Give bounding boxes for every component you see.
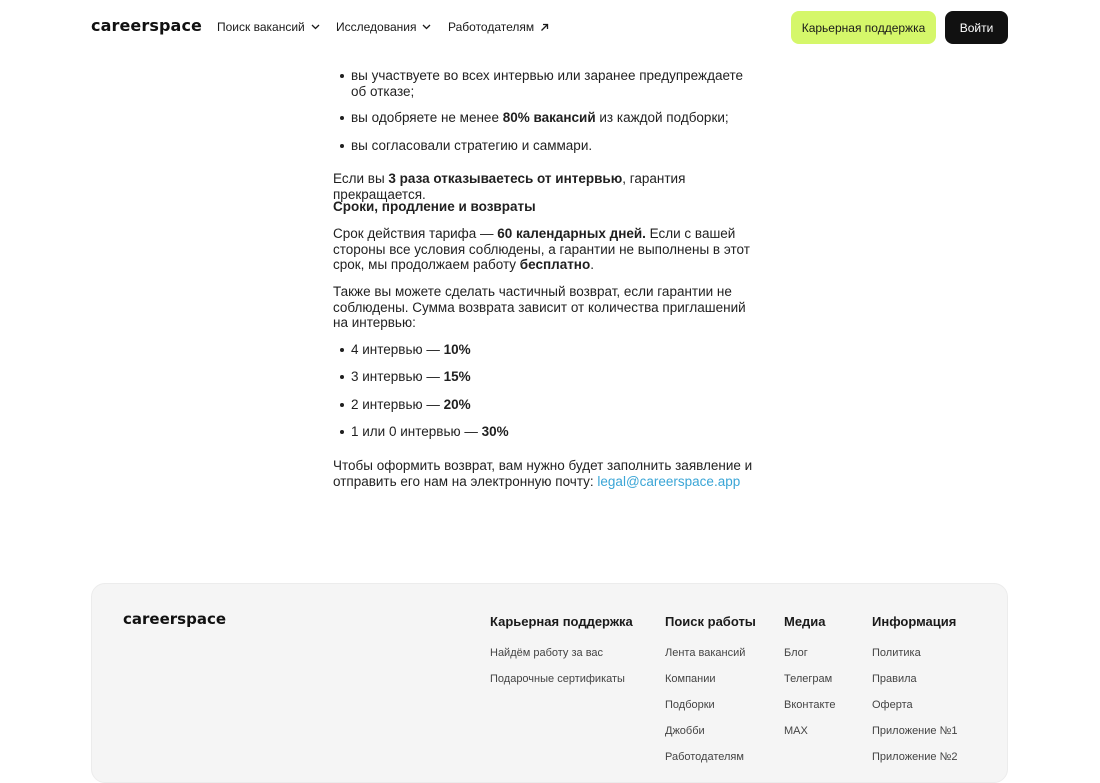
list-item-text: вы участвуете во всех интервью или заранее предупреждаете (351, 68, 744, 83)
text: Если с вашей стороны все условия соблюдены, а гарантии не выполнены в этот срок, мы продолжаем работу (333, 226, 750, 272)
text: . (590, 257, 594, 272)
list-item-bold: 80% вакансий (502, 110, 596, 125)
site-footer (91, 583, 1008, 783)
refund-label: 1 или 0 интервью — (351, 424, 482, 439)
footer-column-job-search (665, 614, 756, 763)
footer-column-title: Информация (872, 614, 957, 629)
footer-column-information (872, 614, 958, 763)
refund-value: 15% (443, 369, 471, 384)
bold-text: 3 раза отказываетесь от интервью (388, 171, 623, 186)
arrow-up-right-icon (540, 23, 549, 32)
footer-link[interactable]: Приложение №1 (872, 725, 958, 737)
section-title: Сроки, продление и возвраты (333, 199, 536, 214)
footer-link[interactable]: Подборки (665, 699, 715, 711)
bullet-dot (340, 430, 344, 434)
bullet-dot (340, 375, 344, 379)
bullet-dot (340, 74, 344, 78)
refund-value: 30% (481, 424, 509, 439)
footer-column-media (784, 614, 836, 737)
site-header (0, 0, 1100, 56)
chevron-down-icon (422, 24, 431, 30)
refund-howto-paragraph (333, 458, 753, 489)
bullet-dot (340, 403, 344, 407)
refund-label: 3 интервью — (351, 369, 444, 384)
chevron-down-icon (311, 24, 320, 30)
list-item-text: вы одобряете не менее (351, 110, 503, 125)
footer-logo[interactable]: careerspace (123, 610, 227, 628)
footer-link[interactable]: Телеграм (784, 673, 833, 685)
refund-value: 10% (443, 342, 471, 357)
nav-vacancy-search-label: Поиск вакансий (217, 20, 305, 34)
footer-link[interactable]: Работодателям (665, 751, 744, 763)
footer-link[interactable]: Найдём работу за вас (490, 647, 604, 659)
refund-label: 4 интервью — (351, 342, 444, 357)
list-item-text: вы согласовали стратегию и саммари. (351, 138, 593, 153)
nav-vacancy-search[interactable] (217, 20, 320, 34)
nav-employers-label: Работодателям (448, 20, 535, 34)
bullet-dot (340, 348, 344, 352)
text: Срок действия тарифа — (333, 226, 498, 241)
footer-column-title: Карьерная поддержка (490, 614, 633, 629)
nav-research[interactable] (336, 20, 431, 34)
logo[interactable]: careerspace (91, 16, 202, 35)
refusal-paragraph (333, 171, 773, 202)
list-item-text: из каждой подборки; (595, 110, 729, 125)
section-heading (333, 199, 773, 215)
bold-text: бесплатно (519, 257, 591, 272)
footer-link[interactable]: Блог (784, 647, 808, 659)
email-link[interactable]: legal@careerspace.app (597, 473, 741, 489)
bullet-dot (340, 144, 344, 148)
footer-link[interactable]: MAX (784, 725, 808, 737)
bullet-dot (340, 116, 344, 120)
text: Если вы (333, 171, 389, 186)
login-button[interactable]: Войти (945, 11, 1008, 44)
career-support-button[interactable]: Карьерная поддержка (791, 11, 936, 44)
footer-link[interactable]: Оферта (872, 699, 913, 711)
refund-label: 2 интервью — (351, 397, 444, 412)
footer-link[interactable]: Джобби (665, 725, 705, 737)
footer-link[interactable]: Вконтакте (784, 699, 836, 711)
footer-column-career-support (490, 614, 633, 685)
footer-link[interactable]: Правила (872, 673, 917, 685)
footer-link[interactable]: Подарочные сертификаты (490, 673, 625, 685)
footer-column-title: Поиск работы (665, 614, 756, 629)
text: Чтобы оформить возврат, вам нужно будет заполнить заявление и отправить его нам на электронную почту: (333, 458, 753, 489)
footer-link[interactable]: Политика (872, 647, 921, 659)
nav-research-label: Исследования (336, 20, 417, 34)
text: , гарантия прекращается. (333, 171, 686, 202)
refund-value: 20% (443, 397, 471, 412)
refund-intro-paragraph: Также вы можете сделать частичный возврат, если гарантии не соблюдены. Сумма возврата зависит от количества приглашений на интервью: (333, 284, 746, 330)
footer-column-title: Медиа (784, 614, 826, 629)
footer-link[interactable]: Лента вакансий (665, 647, 746, 659)
footer-link[interactable]: Приложение №2 (872, 751, 958, 763)
nav-employers[interactable] (448, 20, 549, 34)
bold-text: 60 календарных дней. (497, 226, 646, 241)
term-paragraph (333, 226, 771, 273)
list-item-text: об отказе; (351, 83, 415, 99)
footer-link[interactable]: Компании (665, 673, 716, 685)
